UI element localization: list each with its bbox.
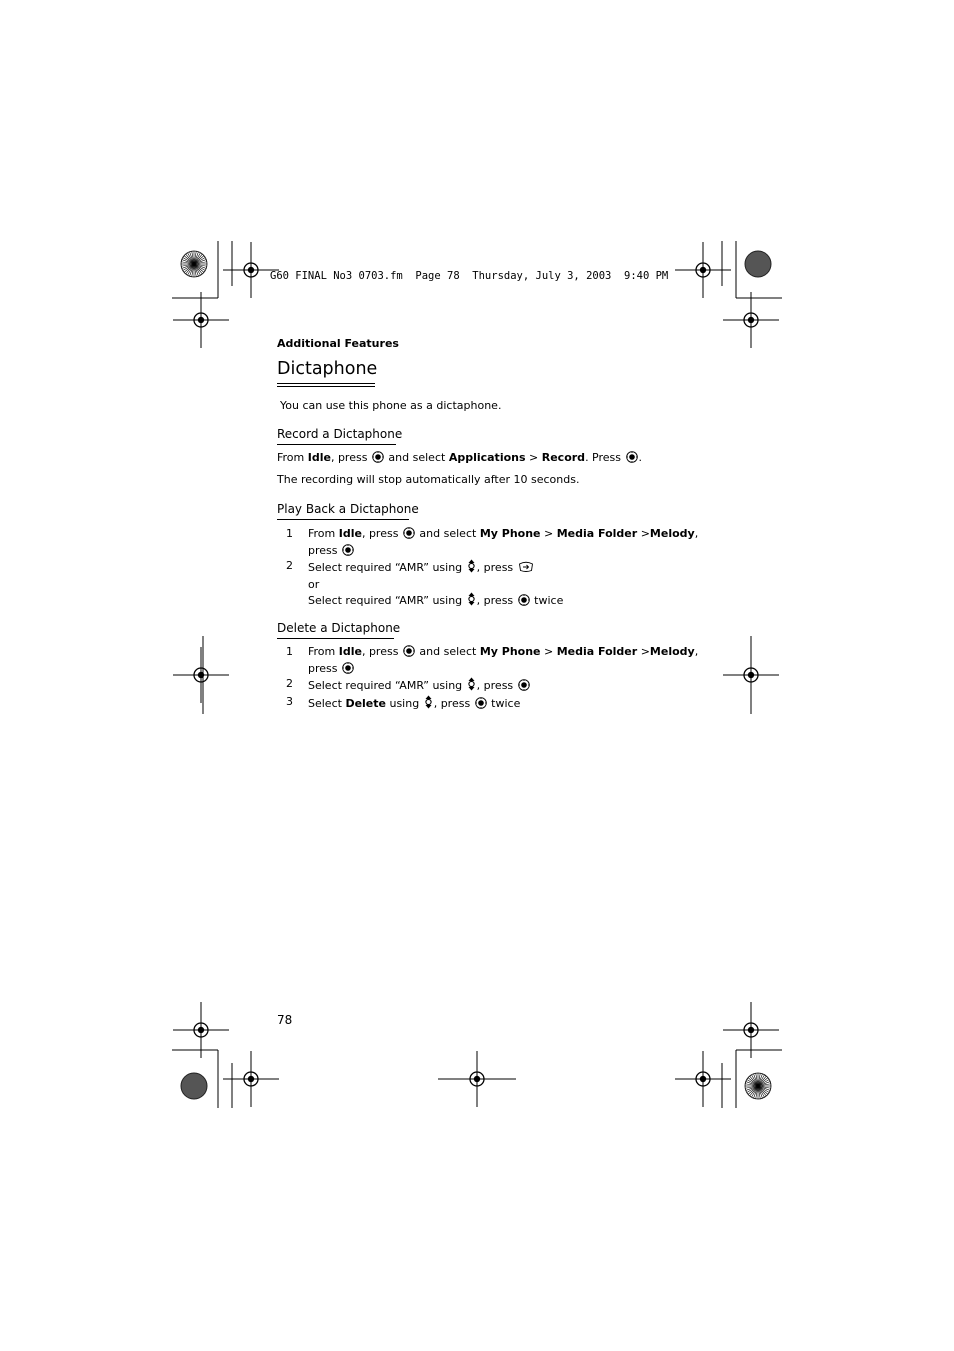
step-number: 1 [286,527,293,540]
select-key-icon [475,697,487,714]
registration-mark-icon [173,647,229,703]
slug-line: G60 FINAL No3 0703.fm Page 78 Thursday, July 3, 2003 9:40 PM [270,270,669,282]
step-number: 2 [286,559,293,572]
select-key-icon [403,645,415,662]
registration-mark-icon [173,292,229,348]
nav-key-icon [467,592,476,611]
playback-step-2: Select required “AMR” using , press or Select required “AMR” using , press twice [308,559,563,611]
title-rule [277,386,375,387]
section-header: Additional Features [277,337,399,350]
delete-step-3: Select Delete using , press twice [308,695,520,714]
delete-heading: Delete a Dictaphone [277,621,401,635]
record-heading: Record a Dictaphone [277,427,403,441]
nav-key-icon [467,677,476,696]
intro-text: You can use this phone as a dictaphone. [280,399,502,412]
delete-step-2: Select required “AMR” using , press [308,677,531,696]
registration-mark-icon [723,292,779,348]
step-number: 1 [286,645,293,658]
heading-rule [277,638,394,639]
playback-heading: Play Back a Dictaphone [277,502,419,516]
gray-target-icon [745,251,771,277]
registration-mark-icon [223,1051,279,1107]
select-key-icon [518,679,530,696]
page-title: Dictaphone [277,359,378,379]
step-number: 3 [286,695,293,708]
star-target-icon [745,1073,771,1099]
record-instruction: From Idle, press and select Applications > Record. Press . [277,451,642,468]
page-number: 78 [277,1013,293,1027]
registration-mark-icon [675,1051,731,1107]
select-key-icon [372,451,384,468]
title-rule [277,383,375,384]
record-note: The recording will stop automatically after 10 seconds. [277,473,580,486]
registration-mark-icon [675,242,731,298]
soft-key-icon [518,560,534,578]
nav-key-icon [424,695,433,714]
playback-step-1: From Idle, press and select My Phone > Media Folder >Melody, press [308,527,698,560]
heading-rule [277,444,396,445]
heading-rule [277,519,409,520]
select-key-icon [342,662,354,679]
step-number: 2 [286,677,293,690]
select-key-icon [518,594,530,611]
gray-target-icon [181,1073,207,1099]
select-key-icon [403,527,415,544]
nav-key-icon [467,559,476,578]
select-key-icon [626,451,638,468]
delete-step-1: From Idle, press and select My Phone > Media Folder >Melody, press [308,645,698,678]
star-target-icon [181,251,207,277]
select-key-icon [342,544,354,561]
